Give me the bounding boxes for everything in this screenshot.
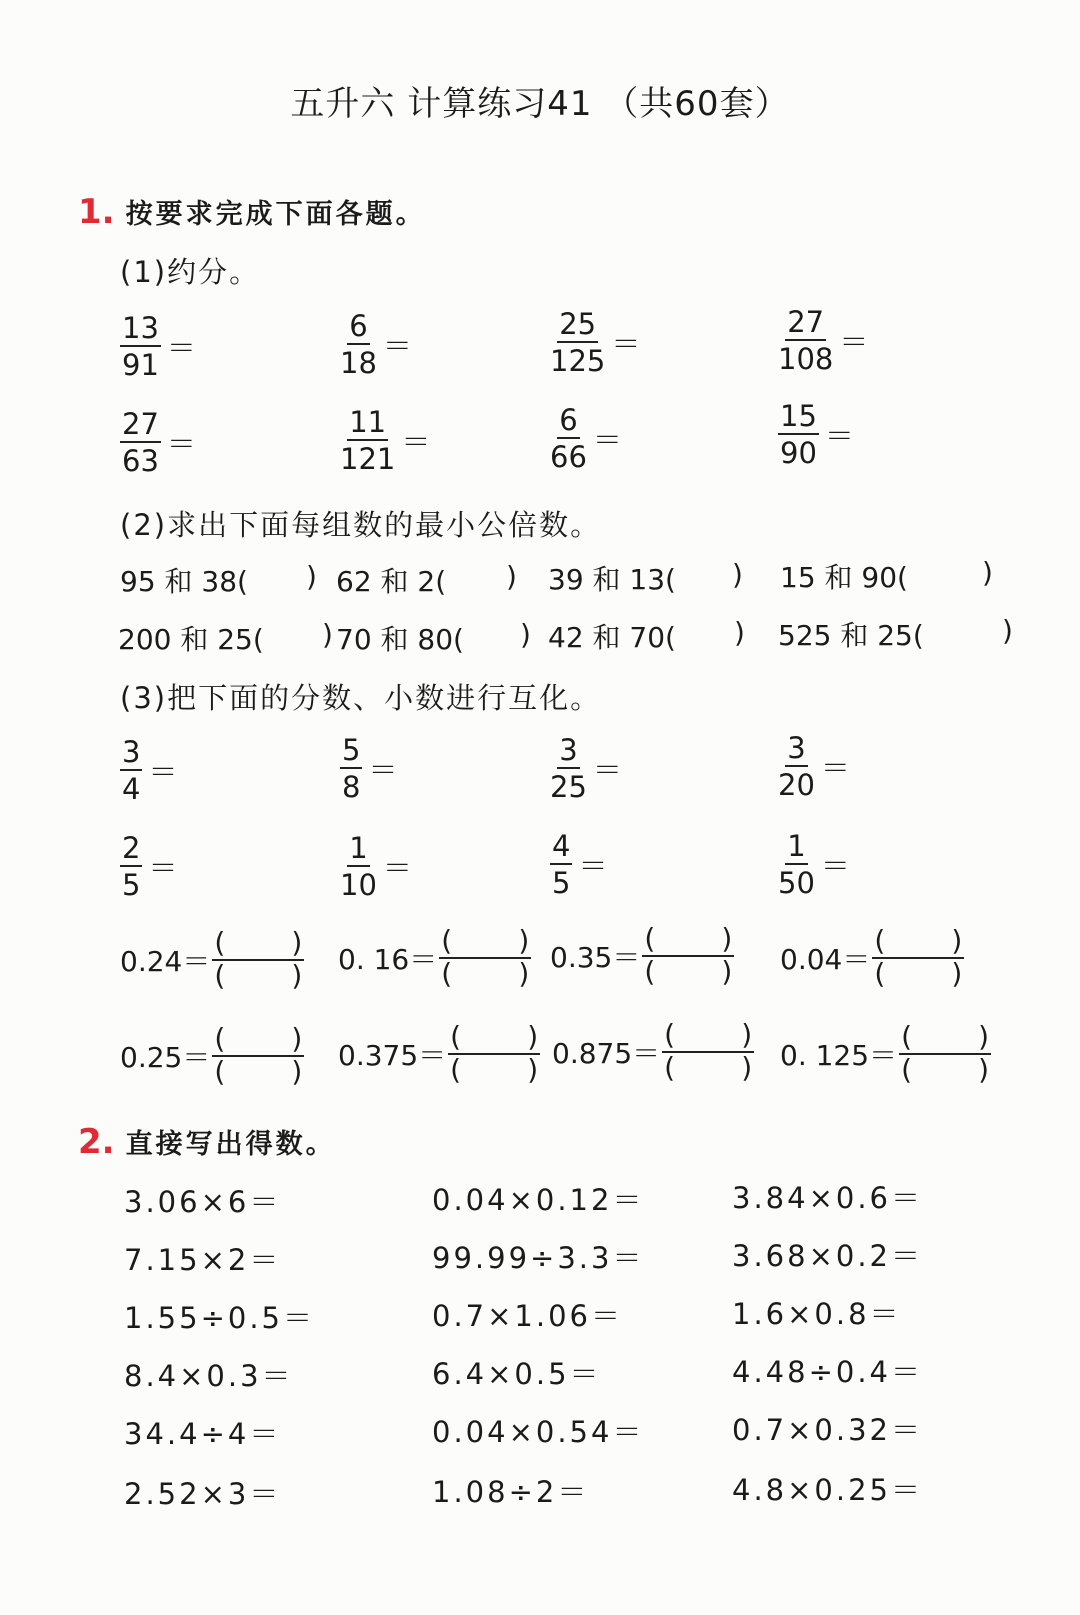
page-title: 五升六 计算练习41 （共60套） — [290, 84, 790, 124]
calc-item: 3.84×0.6＝ — [732, 1181, 923, 1215]
fraction-item: $\frac{4}{5}$ ＝ — [552, 829, 608, 901]
decimal-item: 0.875＝ ( ) ( ) — [552, 1018, 753, 1084]
calc-item: 1.08÷2＝ — [432, 1475, 590, 1509]
calc-item: 1.6×0.8＝ — [732, 1297, 902, 1331]
fraction-item: $\frac{5}{8}$ ＝ — [342, 733, 398, 805]
lcm-item: 62 和 2( — [336, 565, 447, 598]
answer-fraction-box[interactable]: ( ) ( ) — [441, 924, 530, 990]
decimal-item: 0.25＝ ( ) ( ) — [120, 1022, 303, 1088]
lcm-item: 42 和 70( — [548, 621, 676, 654]
lcm-close-paren: ) — [322, 618, 333, 651]
fraction-item: $\frac{11}{121}$ ＝ — [340, 405, 431, 477]
fraction-item: $\frac{15}{90}$ ＝ — [780, 399, 854, 471]
lcm-item: 39 和 13( — [548, 563, 676, 596]
part-2-label: (2)求出下面每组数的最小公倍数。 — [120, 508, 602, 542]
lcm-item: 70 和 80( — [336, 623, 464, 656]
calc-item: 3.68×0.2＝ — [732, 1239, 923, 1273]
answer-fraction-box[interactable]: ( ) ( ) — [664, 1018, 753, 1084]
calc-item: 6.4×0.5＝ — [432, 1357, 602, 1391]
fraction-item: $\frac{3}{4}$ ＝ — [122, 735, 178, 807]
lcm-item: 525 和 25( — [778, 619, 924, 652]
calc-item: 0.04×0.12＝ — [432, 1183, 645, 1217]
section-1-number: 1. — [78, 192, 115, 232]
decimal-item: 0.24＝ ( ) ( ) — [120, 926, 303, 992]
section-2-header — [78, 1122, 336, 1162]
lcm-item: 95 和 38( — [120, 565, 248, 598]
calc-item: 0.04×0.54＝ — [432, 1415, 645, 1449]
fraction-item: $\frac{3}{25}$ ＝ — [550, 733, 622, 805]
calc-item: 2.52×3＝ — [124, 1477, 282, 1511]
part-3-label: (3)把下面的分数、小数进行互化。 — [120, 681, 602, 715]
lcm-close-paren: ) — [1002, 614, 1013, 647]
calc-item: 4.8×0.25＝ — [732, 1473, 923, 1507]
fraction-item: $\frac{1}{10}$ ＝ — [340, 831, 412, 903]
calc-item: 34.4÷4＝ — [124, 1417, 282, 1451]
part-1-label: (1)约分。 — [120, 255, 261, 289]
decimal-item: 0. 125＝ ( ) ( ) — [780, 1020, 990, 1086]
fraction-item: $\frac{2}{5}$ ＝ — [122, 831, 178, 903]
calc-item: 0.7×1.06＝ — [432, 1299, 623, 1333]
calc-item: 7.15×2＝ — [124, 1243, 282, 1277]
fraction-item: $\frac{6}{66}$ ＝ — [550, 403, 622, 475]
calc-item: 0.7×0.32＝ — [732, 1413, 923, 1447]
fraction-item: $\frac{25}{125}$ ＝ — [550, 307, 641, 379]
fraction-item: $\frac{27}{63}$ ＝ — [122, 407, 196, 479]
lcm-close-paren: ) — [982, 556, 993, 589]
calc-item: 1.55÷0.5＝ — [124, 1301, 315, 1335]
answer-fraction-box[interactable]: ( ) ( ) — [874, 924, 963, 990]
section-2-number: 2. — [78, 1122, 115, 1162]
calc-item: 4.48÷0.4＝ — [732, 1355, 923, 1389]
fraction-item: $\frac{3}{20}$ ＝ — [778, 731, 850, 803]
fraction-item: $\frac{1}{50}$ ＝ — [778, 829, 850, 901]
decimal-item: 0.35＝ ( ) ( ) — [550, 922, 733, 988]
answer-fraction-box[interactable]: ( ) ( ) — [644, 922, 733, 988]
calc-item: 3.06×6＝ — [124, 1185, 282, 1219]
answer-fraction-box[interactable]: ( ) ( ) — [450, 1020, 539, 1086]
answer-fraction-box[interactable]: ( ) ( ) — [214, 926, 303, 992]
lcm-close-paren: ) — [734, 616, 745, 649]
lcm-close-paren: ) — [506, 560, 517, 593]
section-2-heading: 直接写出得数。 — [125, 1129, 336, 1160]
section-1-heading: 按要求完成下面各题。 — [125, 199, 426, 230]
lcm-item: 15 和 90( — [780, 561, 908, 594]
decimal-item: 0. 16＝ ( ) ( ) — [338, 924, 530, 990]
section-1-header — [78, 192, 426, 232]
calc-item: 99.99÷3.3＝ — [432, 1241, 645, 1275]
lcm-close-paren: ) — [306, 560, 317, 593]
decimal-item: 0.375＝ ( ) ( ) — [338, 1020, 539, 1086]
fraction-item: $\frac{27}{108}$ ＝ — [778, 305, 869, 377]
answer-fraction-box[interactable]: ( ) ( ) — [901, 1020, 990, 1086]
fraction-item: $\frac{6}{18}$ ＝ — [340, 309, 412, 381]
lcm-item: 200 和 25( — [118, 623, 264, 656]
lcm-close-paren: ) — [520, 618, 531, 651]
answer-fraction-box[interactable]: ( ) ( ) — [214, 1022, 303, 1088]
fraction-item: $\frac{13}{91}$ ＝ — [122, 311, 196, 383]
lcm-close-paren: ) — [732, 558, 743, 591]
decimal-item: 0.04＝ ( ) ( ) — [780, 924, 963, 990]
calc-item: 8.4×0.3＝ — [124, 1359, 294, 1393]
